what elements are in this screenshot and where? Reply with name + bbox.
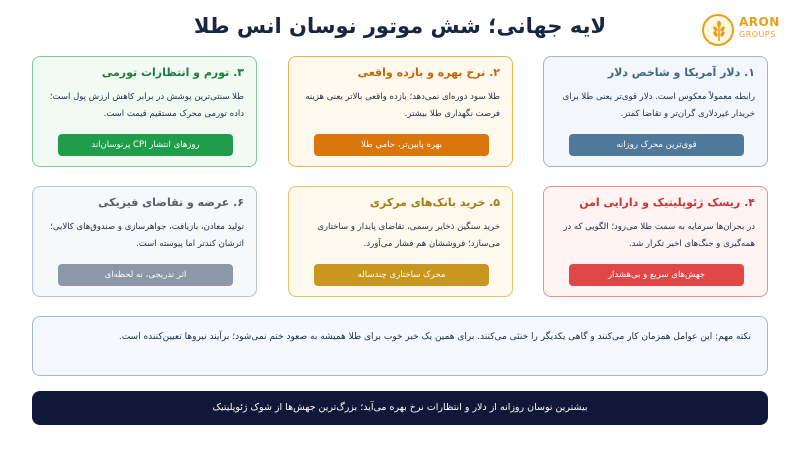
footer-banner: بیشترین نوسان روزانه از دلار و انتظارات نرخ بهره می‌آید؛ بزرگ‌ترین جهش‌ها از شوک ژئوپلیتیک — [32, 391, 768, 425]
card-tag: محرک ساختاری چندساله — [314, 264, 489, 286]
card-inflation — [32, 56, 257, 167]
card-text: خرید سنگین ذخایر رسمی، تقاضای پایدار و ساختاری می‌سازد؛ فروششان هم فشار می‌آورد. — [317, 222, 500, 249]
card-central-banks — [288, 186, 513, 297]
card-tag: قوی‌ترین محرک روزانه — [569, 134, 744, 156]
card-tag: اثر تدریجی، نه لحظه‌ای — [58, 264, 233, 286]
card-text: رابطه معمولاً معکوس است. دلار قوی‌تر یعنی طلا برای خریدار غیردلاری گران‌تر و تقاضا کمتر. — [562, 92, 755, 119]
card-tag: بهره پایین‌تر، حامی طلا — [314, 134, 489, 156]
page-title: لایه جهانی؛ شش موتور نوسان انس طلا — [193, 14, 607, 38]
card-title: ۲. نرخ بهره و بازده واقعی — [357, 66, 500, 79]
card-title: ۳. تورم و انتظارات تورمی — [101, 66, 244, 79]
card-dollar — [543, 56, 768, 167]
card-title: ۴. ریسک ژئوپلیتیک و دارایی امن — [579, 196, 755, 209]
brand-logo — [702, 12, 792, 48]
card-title: ۱. دلار آمریکا و شاخص دلار — [607, 66, 755, 79]
card-interest-rate — [288, 56, 513, 167]
wheat-icon — [702, 14, 734, 46]
card-text: تولید معادن، بازیافت، جواهرسازی و صندوق‌های کالایی؛ اثرشان کندتر اما پیوسته است. — [50, 222, 244, 249]
card-tag: روزهای انتشار CPI پرنوسان‌اند — [58, 134, 233, 156]
card-text: طلا سود دوره‌ای نمی‌دهد؛ بازده واقعی بالاتر یعنی هزینه فرصت نگهداری طلا بیشتر. — [305, 92, 500, 119]
card-title: ۶. عرضه و تقاضای فیزیکی — [98, 196, 244, 209]
logo-name: ARON — [739, 15, 780, 29]
card-title: ۵. خرید بانک‌های مرکزی — [369, 196, 500, 209]
logo-subtitle: GROUPS — [739, 30, 776, 39]
card-text: در بحران‌ها سرمایه به سمت طلا می‌رود؛ الگویی که در همه‌گیری و جنگ‌های اخیر تکرار شد. — [563, 222, 755, 249]
card-text: طلا سنتی‌ترین پوشش در برابر کاهش ارزش پول است؛ داده تورمی محرک مستقیم قیمت است. — [49, 92, 244, 119]
important-note: نکته مهم: این عوامل همزمان کار می‌کنند و گاهی یکدیگر را خنثی می‌کنند. برای همین یک خبر خوب برای طلا همیشه به صعود ختم نمی‌شود؛ برآیند نیروها تعیین‌کننده است. — [32, 316, 768, 376]
card-physical-supply — [32, 186, 257, 297]
card-tag: جهش‌های سریع و بی‌هشدار — [569, 264, 744, 286]
card-geopolitical-risk — [543, 186, 768, 297]
